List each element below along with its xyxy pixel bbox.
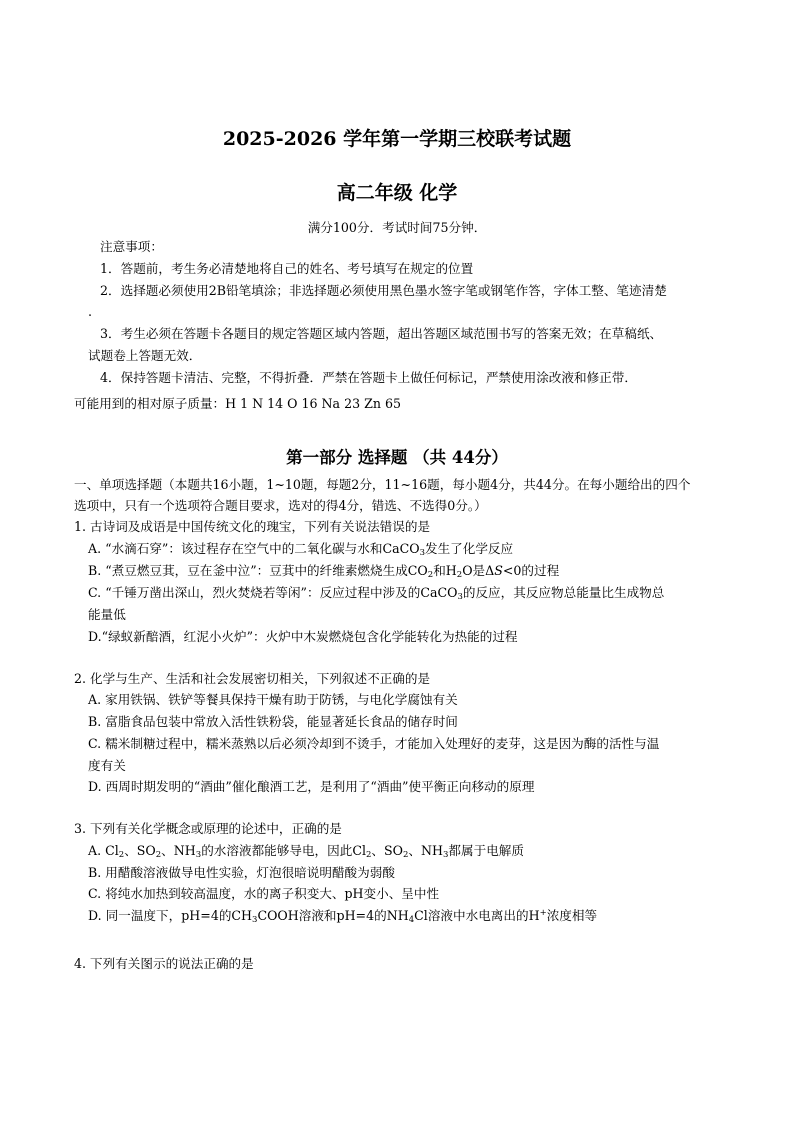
q3-d-sub-1: 3: [252, 915, 258, 925]
q3-option-a: [88, 842, 524, 860]
q3-a-sub-3: 3: [195, 850, 202, 860]
notes-item-2: 2．选择题必须使用2B铅笔填涂；非选择题必须使用黑色墨水签字笔或钢笔作答，字体工整、笔迹清楚: [100, 283, 667, 298]
q1-option-c-cont: 能量低: [88, 607, 126, 622]
q3-a-text-7: 都属于电解质: [448, 843, 524, 858]
q3-a-sub-4: 2: [365, 850, 372, 860]
q3-d-sup: +: [539, 908, 547, 918]
q3-a-text-1: A. Cl: [88, 843, 119, 858]
q3-option-b: B. 用醋酸溶液做导电性实验，灯泡很暗说明醋酸为弱酸: [88, 865, 395, 880]
part1-instructions-a: 一、单项选择题（本题共16小题，1~10题，每题2分，11~16题，每小题4分，共44分。在每小题给出的四个: [74, 477, 691, 492]
notes-heading: 注意事项：: [100, 239, 163, 254]
notes-item-3b: 试题卷上答题无效．: [88, 348, 202, 363]
q2-option-d: D. 西周时期发明的“酒曲”催化酿酒工艺，是利用了“酒曲”使平衡正向移动的原理: [88, 779, 535, 794]
q1-c-text-2: 的反应，其反应物总能量比生成物总: [462, 585, 665, 600]
q1-a-text-2: 发生了化学反应: [424, 541, 514, 556]
q3-d-text-4: 浓度相等: [546, 908, 598, 923]
q3-d-text-2: COOH溶液和pH=4的NH: [257, 908, 409, 923]
part1-instructions-b: 选项中，只有一个选项符合题目要求，选对的得4分，错选、不选得0分。）: [74, 498, 487, 513]
part1-title: 第一部分 选择题 （共 44分）: [286, 448, 508, 467]
q2-option-b: B. 富脂食品包装中常放入活性铁粉袋，能显著延长食品的储存时间: [88, 714, 458, 729]
notes-item-4: 4．保持答题卡清洁、完整，不得折叠．严禁在答题卡上做任何标记，严禁使用涂改液和修正带．: [100, 370, 637, 385]
q1-b-text-3: O是Δ: [462, 563, 495, 578]
notes-item-1: 1．答题前，考生务必清楚地将自己的姓名、考号填写在规定的位置: [100, 261, 474, 276]
q1-a-sub: 3: [419, 548, 425, 558]
q1-option-b: [88, 562, 559, 580]
exam-info: 满分100分．考试时间75分钟．: [307, 220, 487, 235]
exam-subtitle: 高二年级 化学: [336, 182, 458, 204]
q3-a-sub-5: 2: [402, 850, 409, 860]
q3-a-text-6: 、NH: [408, 843, 443, 858]
q1-b-entropy: S: [494, 563, 503, 578]
q2-option-c-cont: 度有关: [88, 758, 126, 773]
notes-item-3a: 3．考生必须在答题卡各题目的规定答题区域内答题，超出答题区域范围书写的答案无效；在草稿纸、: [100, 326, 663, 341]
q1-option-a: [88, 540, 513, 558]
q1-c-text: C. “千锤万凿出深山，烈火焚烧若等闲”：反应过程中涉及的CaCO: [88, 585, 458, 600]
q3-a-text-4: 的水溶液都能够导电，因此Cl: [201, 843, 366, 858]
q3-a-text-3: 、NH: [161, 843, 196, 858]
q1-b-sub-2: 2: [456, 570, 463, 580]
atomic-mass-line: 可能用到的相对原子质量：H 1 N 14 O 16 Na 23 Zn 65: [74, 396, 401, 411]
q2-stem: 2. 化学与生产、生活和社会发展密切相关，下列叙述不正确的是: [74, 671, 431, 686]
q3-a-text-2: 、SO: [124, 843, 156, 858]
q3-a-text-5: 、SO: [371, 843, 403, 858]
q3-a-sub-6: 3: [442, 850, 449, 860]
q1-c-sub: 3: [457, 592, 463, 602]
q1-option-d: D.“绿蚁新醅酒，红泥小火炉”：火炉中木炭燃烧包含化学能转化为热能的过程: [88, 629, 518, 644]
q1-b-text-4: <0的过程: [502, 563, 560, 578]
q1-b-text-2: 和H: [433, 563, 457, 578]
q4-stem: 4. 下列有关图示的说法正确的是: [74, 956, 254, 971]
q1-b-text: B. “煮豆燃豆萁，豆在釜中泣”：豆萁中的纤维素燃烧生成CO: [88, 563, 428, 578]
q3-a-sub-1: 2: [118, 850, 125, 860]
q2-option-c: C. 糯米制糖过程中，糯米蒸熟以后必须冷却到不烫手，才能加入处理好的麦芽，这是因为酶的活性与温: [88, 736, 660, 751]
q3-d-text-1: D. 同一温度下，pH=4的CH: [88, 908, 253, 923]
q3-d-text-3: Cl溶液中水电离出的H: [414, 908, 540, 923]
q1-option-c: [88, 584, 664, 602]
q3-d-sub-2: 4: [408, 915, 415, 925]
q1-stem: 1. 古诗词及成语是中国传统文化的瑰宝，下列有关说法错误的是: [74, 519, 431, 534]
notes-item-2-tail: .: [88, 304, 93, 319]
q3-a-sub-2: 2: [155, 850, 162, 860]
q2-option-a: A. 家用铁锅、铁铲等餐具保持干燥有助于防锈，与电化学腐蚀有关: [88, 692, 458, 707]
q1-b-sub-1: 2: [427, 570, 434, 580]
q3-stem: 3. 下列有关化学概念或原理的论述中，正确的是: [74, 821, 342, 836]
q1-a-text: A. “水滴石穿”：该过程存在空气中的二氧化碳与水和CaCO: [88, 541, 420, 556]
exam-title: 2025-2026 学年第一学期三校联考试题: [222, 128, 572, 150]
q3-option-c: C. 将纯水加热到较高温度，水的离子积变大、pH变小、呈中性: [88, 886, 440, 901]
q3-option-d: [88, 907, 597, 925]
